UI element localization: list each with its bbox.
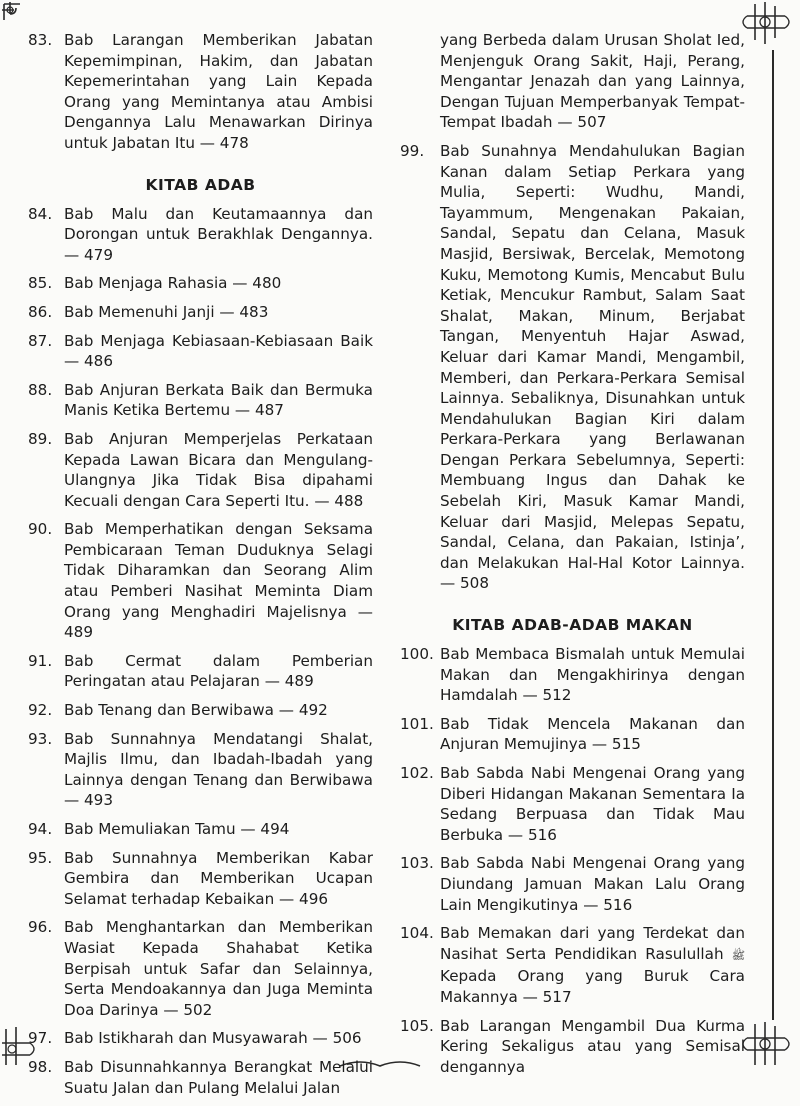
entry-text: Bab Menghantarkan dan Memberikan Wasiat Kepada Shahabat Ketika Berpisah untuk Safar dan Selainnya, Serta Mendoakannya dan Juga Meminta Doa Darinya — 502 [64, 918, 373, 1019]
entry-number: 97. [28, 1029, 53, 1048]
entry-text-before: Bab Memakan dari yang Terdekat dan Nasihat Serta Pendidikan Rasulullah [440, 924, 745, 963]
entry-text: Bab Anjuran Berkata Baik dan Bermuka Manis Ketika Bertemu — 487 [64, 380, 373, 420]
right-entries-a [400, 141, 745, 594]
entry-text: Bab Sabda Nabi Mengenai Orang yang Diundang Jamuan Makan Lalu Orang Lain Mengikutinya — 516 [440, 854, 745, 914]
entry-text: Bab Memperhatikan dengan Seksama Pembicaraan Teman Duduknya Selagi Tidak Diharamkan dan Seorang Alim atau Pemberi Nasihat Meminta Diam Orang yang Menghadiri Majelisnya — 489 [64, 520, 373, 642]
entry-text: Bab Membaca Bismalah untuk Memulai Makan dan Mengakhirinya dengan Hamdalah — 512 [440, 645, 745, 705]
entry-text: Bab Anjuran Memperjelas Perkataan Kepada Lawan Bicara dan Mengulang-Ulangnya Jika Tidak Bisa dipahami Kecuali dengan Cara Seperti Itu. — 488 [64, 429, 373, 510]
entry-text: Bab Larangan Memberikan Jabatan Kepemimpinan, Hakim, dan Jabatan Kepemerintahan yang Lain Kepada Orang yang Memintanya atau Ambisi Dengannya Lalu Menawarkan Dirinya untuk Jabatan Itu — 478 [64, 31, 373, 152]
toc-entry [28, 273, 373, 294]
section-heading-kitab-adab-makan: KITAB ADAB-ADAB MAKAN [452, 616, 693, 635]
page-border-right [772, 50, 774, 1020]
entry-number: 102. [400, 764, 434, 782]
toc-entry [400, 1016, 745, 1078]
entry-text: Bab Larangan Mengambil Dua Kurma Kering Sekaligus atau yang Semisal dengannya [440, 1016, 745, 1076]
toc-entry [400, 923, 745, 1007]
entry-text [440, 923, 745, 1007]
toc-entry [400, 853, 745, 915]
toc-entry [400, 714, 745, 755]
toc-entry [28, 700, 373, 721]
entry-number: 93. [28, 729, 53, 748]
toc-entry [28, 380, 373, 421]
toc-entry [28, 917, 373, 1020]
toc-entry [28, 331, 373, 372]
left-column [28, 30, 373, 1106]
toc-entry [28, 429, 373, 511]
right-entries-b [400, 644, 745, 915]
toc-entry [400, 763, 745, 845]
entry-text: Bab Menjaga Rahasia — 480 [64, 274, 282, 293]
entry-text: Bab Memenuhi Janji — 483 [64, 302, 269, 321]
entry-number: 104. [400, 924, 434, 943]
toc-entry [28, 204, 373, 266]
toc-entry [400, 644, 745, 706]
salawat-symbol: ﷺ [731, 948, 745, 962]
entry-text: yang Berbeda dalam Urusan Sholat Ied, Menjenguk Orang Sakit, Haji, Perang, Mengantar Jenazah dan yang Lainnya, Dengan Tujuan Memperbanyak Tempat-Tempat Ibadah — 507 [440, 31, 745, 132]
entry-number: 101. [400, 714, 434, 733]
entry-number: 94. [28, 820, 53, 838]
entry-text: Bab Sabda Nabi Mengenai Orang yang Diberi Hidangan Makanan Sementara Ia Sedang Berpuasa dan Tidak Mau Berbuka — 516 [440, 764, 745, 844]
toc-entry [28, 848, 373, 910]
right-column [400, 30, 745, 1085]
entry-number: 99. [400, 141, 425, 160]
entry-text: Bab Sunnahnya Mendatangi Shalat, Majlis Ilmu, dan Ibadah-Ibadah yang Lainnya dengan Tenang dan Berwibawa — 493 [64, 729, 373, 810]
entry-number: 91. [28, 651, 53, 670]
entry-text: Bab Malu dan Keutamaannya dan Dorongan untuk Berakhlak Dengannya. — 479 [64, 204, 373, 264]
section-heading-kitab-adab: KITAB ADAB [145, 175, 256, 194]
entry-number: 105. [400, 1016, 434, 1035]
toc-entry [28, 729, 373, 811]
entry-number: 92. [28, 701, 53, 720]
entry-number: 90. [28, 520, 53, 539]
entry-number: 83. [28, 31, 53, 49]
entry-number: 103. [400, 854, 434, 873]
toc-entry [28, 519, 373, 643]
entry-number: 89. [28, 429, 53, 448]
entry-text: Bab Tidak Mencela Makanan dan Anjuran Memujinya — 515 [440, 714, 745, 754]
entry-number: 85. [28, 274, 53, 293]
entry-number: 88. [28, 380, 53, 399]
entry-text: Bab Disunnahkannya Berangkat Melalui Suatu Jalan dan Pulang Melalui Jalan [64, 1057, 373, 1097]
entry-number: 98. [28, 1057, 53, 1076]
toc-entry-continuation [400, 30, 745, 133]
entry-number: 100. [400, 645, 434, 664]
entry-text: Bab Memuliakan Tamu — 494 [64, 820, 290, 838]
entry-text: Bab Sunnahnya Memberikan Kabar Gembira dan Memberikan Ucapan Selamat terhadap Kebaikan — 496 [64, 848, 373, 908]
toc-entry [28, 302, 373, 323]
entry-number: 86. [28, 302, 53, 321]
toc-entry [28, 819, 373, 840]
entry-text-after: Kepada Orang yang Buruk Cara Makannya — 517 [440, 967, 745, 1006]
toc-entry [28, 651, 373, 692]
entry-text: Bab Menjaga Kebiasaan-Kebiasaan Baik — 486 [64, 331, 373, 371]
right-entries-c [400, 1016, 745, 1078]
entry-number: 95. [28, 848, 53, 867]
entry-number: 96. [28, 918, 53, 937]
left-entries-a [28, 30, 373, 154]
entry-text: Bab Cermat dalam Pemberian Peringatan atau Pelajaran — 489 [64, 651, 373, 691]
toc-entry [28, 30, 373, 154]
entry-number: 87. [28, 331, 53, 350]
entry-text: Bab Istikharah dan Musyawarah — 506 [64, 1029, 362, 1048]
entry-text: Bab Tenang dan Berwibawa — 492 [64, 701, 328, 720]
toc-entry [400, 141, 745, 594]
entry-text: Bab Sunahnya Mendahulukan Bagian Kanan dalam Setiap Perkara yang Mulia, Seperti: Wudhu, Mandi, Tayammum, Mengenakan Pakaian, Sandal, Sepatu dan Celana, Masuk Masjid, Bersiwak, Bercelak, Memotong Kuku, Memotong Kumis, Mencabut Bulu Ketiak, Mencukur Rambut, Salam Saat Shalat, Makan, Minum, Berjabat Tangan, Menyentuh Hajar Aswad, Keluar dari Kamar Mandi, Mengambil, Memberi, dan Perkara-Perkara Semisal Lainnya. Sebaliknya, Disunahkan untuk Mendahulukan Bagian Kiri dalam Perkara-Perkara yang Berlawanan Dengan Perkara Sebelumnya, Seperti: Membuang Ingus dan Dahak ke Sebelah Kiri, Masuk Kamar Mandi, Keluar dari Masjid, Melepas Sepatu, Sandal, Celana, dan Pakaian, Istinja’, dan Melakukan Hal-Hal Kotor Lainnya. — 508 [440, 141, 745, 593]
left-entries-b [28, 204, 373, 1099]
entry-number: 84. [28, 204, 53, 223]
toc-entry [28, 1057, 373, 1098]
toc-entry [28, 1028, 373, 1049]
